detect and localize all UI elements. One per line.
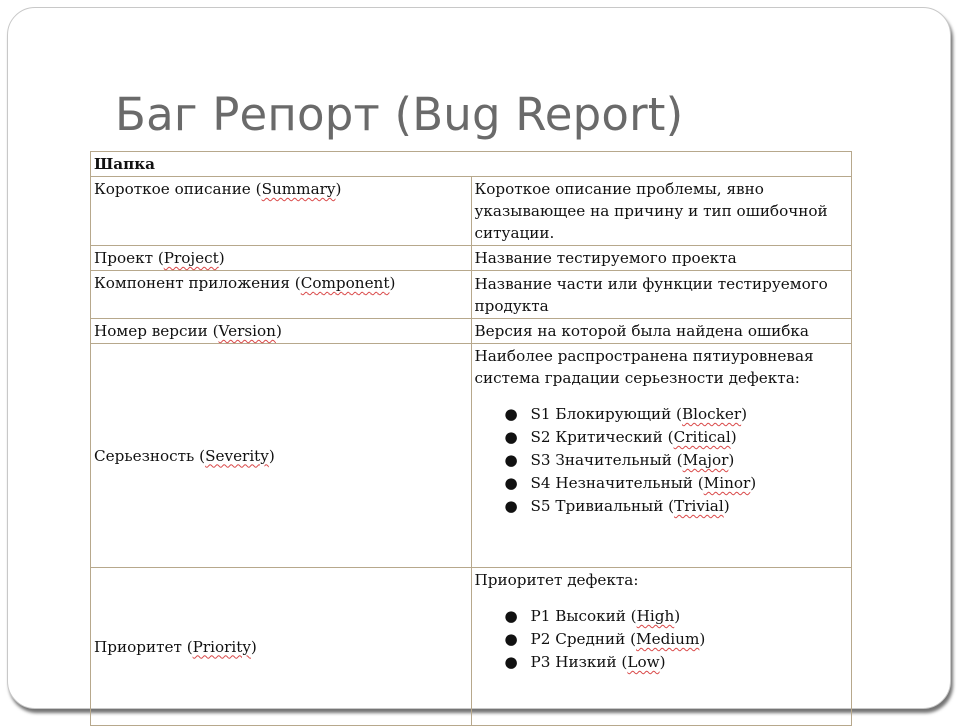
- level-name: Высокий: [555, 607, 626, 625]
- level-en: Low: [627, 653, 660, 671]
- list-item: ● P3 Низкий (Low): [531, 651, 849, 674]
- bullet-icon: ●: [504, 607, 518, 625]
- list-item: ● P1 Высокий (High): [531, 605, 849, 628]
- level-name: Тривиальный: [555, 497, 664, 515]
- table-row: [91, 319, 852, 344]
- field-label: Проект: [94, 249, 153, 267]
- severity-row: [91, 344, 852, 568]
- field-cell: Номер версии (Version): [91, 319, 472, 344]
- list-item: ● S1 Блокирующий (Blocker): [531, 403, 849, 426]
- bullet-icon: ●: [504, 428, 518, 446]
- level-en: Critical: [673, 428, 731, 446]
- level-code: S5: [530, 497, 551, 515]
- bullet-icon: ●: [504, 405, 518, 423]
- field-cell: Приоритет (Priority): [91, 568, 472, 726]
- description-cell: Версия на которой была найдена ошибка: [471, 319, 852, 344]
- level-en: Major: [682, 451, 729, 469]
- description-cell: Название тестируемого проекта: [471, 246, 852, 271]
- bullet-icon: ●: [504, 653, 518, 671]
- level-code: S3: [530, 451, 551, 469]
- list-item: ● S3 Значительный (Major): [531, 449, 849, 472]
- level-code: P2: [530, 630, 551, 648]
- priority-list: [475, 605, 849, 674]
- bullet-icon: ●: [504, 630, 518, 648]
- field-label-en: Priority: [192, 637, 251, 656]
- field-cell: Серьезность (Severity): [91, 344, 472, 568]
- bullet-icon: ●: [504, 474, 518, 492]
- field-label-en: Component: [300, 274, 390, 292]
- bullet-icon: ●: [504, 451, 518, 469]
- table-header-row: [91, 152, 852, 177]
- description-cell: [471, 568, 852, 726]
- list-item: ● P2 Средний (Medium): [531, 628, 849, 651]
- field-label: Номер версии: [94, 322, 208, 340]
- level-en: Blocker: [681, 405, 742, 423]
- level-en: Medium: [636, 630, 700, 648]
- priority-intro: Приоритет дефекта:: [474, 571, 639, 589]
- field-label-en: Summary: [261, 180, 336, 198]
- slide: [7, 7, 951, 709]
- level-name: Средний: [555, 630, 626, 648]
- field-label-en: Project: [163, 249, 219, 267]
- level-name: Значительный: [555, 451, 672, 469]
- severity-list: [475, 403, 849, 518]
- level-name: Низкий: [555, 653, 617, 671]
- bug-report-table: [90, 151, 852, 726]
- table-row: [91, 177, 852, 246]
- level-code: S4: [530, 474, 551, 492]
- table-row: [91, 246, 852, 271]
- description-cell: [471, 344, 852, 568]
- priority-row: [91, 568, 852, 726]
- level-code: P3: [530, 653, 551, 671]
- bullet-icon: ●: [504, 497, 518, 515]
- level-name: Критический: [555, 428, 663, 446]
- slide-title: Баг Репорт (Bug Report): [115, 88, 684, 141]
- level-en: High: [636, 607, 675, 625]
- level-code: P1: [530, 607, 551, 625]
- level-name: Незначительный: [555, 474, 693, 492]
- description-cell: Короткое описание проблемы, явно указывающее на причину и тип ошибочной ситуации.: [471, 177, 852, 246]
- list-item: ● S4 Незначительный (Minor): [531, 472, 849, 495]
- level-en: Trivial: [674, 497, 724, 515]
- list-item: ● S5 Тривиальный (Trivial): [531, 495, 849, 518]
- severity-intro: Наиболее распространена пятиуровневая система градации серьезности дефекта:: [474, 347, 814, 387]
- table-row: [91, 271, 852, 319]
- field-cell: Проект (Project): [91, 246, 472, 271]
- field-label: Компонент приложения: [94, 274, 290, 292]
- level-code: S2: [530, 428, 551, 446]
- field-cell: Компонент приложения (Component): [91, 271, 472, 319]
- level-name: Блокирующий: [555, 405, 672, 423]
- field-label: Короткое описание: [94, 180, 251, 198]
- field-label: Серьезность: [94, 446, 195, 465]
- field-label-en: Version: [218, 322, 276, 340]
- field-label: Приоритет: [94, 637, 182, 656]
- level-en: Minor: [703, 474, 751, 492]
- list-item: ● S2 Критический (Critical): [531, 426, 849, 449]
- field-label-en: Severity: [205, 446, 269, 465]
- level-code: S1: [530, 405, 551, 423]
- field-cell: Короткое описание (Summary): [91, 177, 472, 246]
- table-header-cell: Шапка: [91, 152, 852, 177]
- description-cell: Название части или функции тестируемого продукта: [471, 271, 852, 319]
